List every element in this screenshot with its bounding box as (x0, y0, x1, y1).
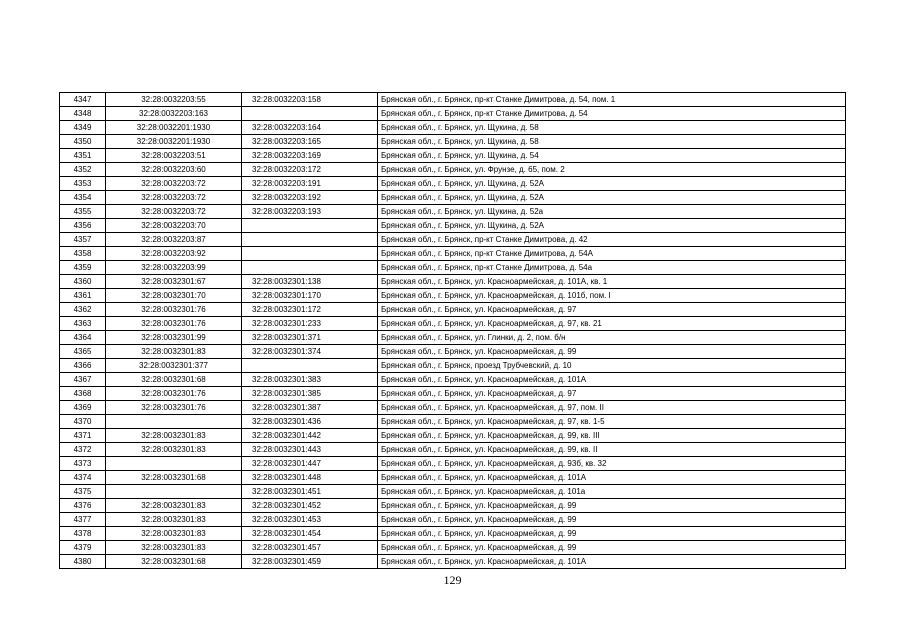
cadastral-number-cell: 32:28:0032301:83 (106, 443, 242, 457)
cadastral-number-cell: 32:28:0032203:72 (106, 205, 242, 219)
address-cell: Брянская обл., г. Брянск, ул. Щукина, д. 58 (378, 135, 846, 149)
table-row (60, 555, 846, 569)
linked-cadastral-number-cell: 32:28:0032301:448 (242, 471, 378, 485)
row-number: 4358 (60, 247, 106, 261)
address-cell: Брянская обл., г. Брянск, ул. Красноармейская, д. 101А (378, 373, 846, 387)
address-cell: Брянская обл., г. Брянск, пр-кт Станке Димитрова, д. 54а (378, 261, 846, 275)
cadastral-number-cell: 32:28:0032301:67 (106, 275, 242, 289)
cadastral-number-cell: 32:28:0032203:55 (106, 93, 242, 107)
table-row (60, 233, 846, 247)
row-number: 4357 (60, 233, 106, 247)
linked-cadastral-number-cell (242, 261, 378, 275)
table-row (60, 275, 846, 289)
linked-cadastral-number-cell: 32:28:0032301:443 (242, 443, 378, 457)
address-cell: Брянская обл., г. Брянск, ул. Щукина, д. 52а (378, 205, 846, 219)
table-row (60, 121, 846, 135)
row-number: 4379 (60, 541, 106, 555)
linked-cadastral-number-cell (242, 107, 378, 121)
table-row (60, 373, 846, 387)
table-row (60, 261, 846, 275)
linked-cadastral-number-cell: 32:28:0032203:191 (242, 177, 378, 191)
cadastral-number-cell: 32:28:0032203:60 (106, 163, 242, 177)
table-row (60, 443, 846, 457)
row-number: 4370 (60, 415, 106, 429)
address-cell: Брянская обл., г. Брянск, ул. Красноармейская, д. 97, пом. II (378, 401, 846, 415)
row-number: 4348 (60, 107, 106, 121)
cadastral-number-cell: 32:28:0032203:51 (106, 149, 242, 163)
address-cell: Брянская обл., г. Брянск, пр-кт Станке Димитрова, д. 42 (378, 233, 846, 247)
cadastral-number-cell: 32:28:0032203:72 (106, 191, 242, 205)
row-number: 4359 (60, 261, 106, 275)
cadastral-number-cell: 32:28:0032301:377 (106, 359, 242, 373)
linked-cadastral-number-cell: 32:28:0032203:193 (242, 205, 378, 219)
row-number: 4354 (60, 191, 106, 205)
address-cell: Брянская обл., г. Брянск, ул. Красноармейская, д. 99 (378, 541, 846, 555)
cadastral-number-cell (106, 485, 242, 499)
row-number: 4355 (60, 205, 106, 219)
cadastral-number-cell: 32:28:0032203:87 (106, 233, 242, 247)
linked-cadastral-number-cell: 32:28:0032301:387 (242, 401, 378, 415)
address-cell: Брянская обл., г. Брянск, проезд Трубчевский, д. 10 (378, 359, 846, 373)
linked-cadastral-number-cell: 32:28:0032203:192 (242, 191, 378, 205)
address-cell: Брянская обл., г. Брянск, ул. Красноармейская, д. 101А (378, 555, 846, 569)
row-number: 4369 (60, 401, 106, 415)
linked-cadastral-number-cell: 32:28:0032301:457 (242, 541, 378, 555)
cadastral-number-cell: 32:28:0032301:83 (106, 345, 242, 359)
row-number: 4351 (60, 149, 106, 163)
row-number: 4375 (60, 485, 106, 499)
address-cell: Брянская обл., г. Брянск, ул. Красноармейская, д. 101а (378, 485, 846, 499)
table-row (60, 359, 846, 373)
linked-cadastral-number-cell: 32:28:0032301:436 (242, 415, 378, 429)
table-row (60, 107, 846, 121)
linked-cadastral-number-cell: 32:28:0032301:138 (242, 275, 378, 289)
cadastral-number-cell: 32:28:0032301:83 (106, 541, 242, 555)
table-row (60, 415, 846, 429)
cadastral-number-cell: 32:28:0032203:92 (106, 247, 242, 261)
linked-cadastral-number-cell: 32:28:0032301:442 (242, 429, 378, 443)
cadastral-number-cell: 32:28:0032203:163 (106, 107, 242, 121)
table-body (60, 93, 846, 569)
cadastral-number-cell: 32:28:0032301:68 (106, 373, 242, 387)
table-row (60, 177, 846, 191)
address-cell: Брянская обл., г. Брянск, ул. Щукина, д. 58 (378, 121, 846, 135)
linked-cadastral-number-cell: 32:28:0032301:172 (242, 303, 378, 317)
table-row (60, 191, 846, 205)
row-number: 4374 (60, 471, 106, 485)
cadastral-table (59, 92, 846, 569)
address-cell: Брянская обл., г. Брянск, ул. Красноармейская, д. 99 (378, 513, 846, 527)
address-cell: Брянская обл., г. Брянск, ул. Красноармейская, д. 99 (378, 345, 846, 359)
linked-cadastral-number-cell: 32:28:0032203:158 (242, 93, 378, 107)
linked-cadastral-number-cell: 32:28:0032301:459 (242, 555, 378, 569)
table-row (60, 457, 846, 471)
address-cell: Брянская обл., г. Брянск, ул. Щукина, д. 54 (378, 149, 846, 163)
row-number: 4377 (60, 513, 106, 527)
cadastral-number-cell: 32:28:0032203:70 (106, 219, 242, 233)
address-cell: Брянская обл., г. Брянск, ул. Красноармейская, д. 101А, кв. 1 (378, 275, 846, 289)
cadastral-number-cell: 32:28:0032301:83 (106, 499, 242, 513)
cadastral-number-cell: 32:28:0032203:99 (106, 261, 242, 275)
cadastral-number-cell (106, 457, 242, 471)
page-number: 129 (443, 573, 462, 587)
table-row (60, 149, 846, 163)
linked-cadastral-number-cell: 32:28:0032301:383 (242, 373, 378, 387)
address-cell: Брянская обл., г. Брянск, ул. Щукина, д. 52А (378, 177, 846, 191)
table-row (60, 219, 846, 233)
row-number: 4350 (60, 135, 106, 149)
address-cell: Брянская обл., г. Брянск, ул. Щукина, д. 52А (378, 219, 846, 233)
table-row (60, 345, 846, 359)
address-cell: Брянская обл., г. Брянск, ул. Фрунзе, д. 65, пом. 2 (378, 163, 846, 177)
linked-cadastral-number-cell: 32:28:0032301:447 (242, 457, 378, 471)
address-cell: Брянская обл., г. Брянск, ул. Красноармейская, д. 99 (378, 527, 846, 541)
row-number: 4366 (60, 359, 106, 373)
linked-cadastral-number-cell (242, 247, 378, 261)
linked-cadastral-number-cell: 32:28:0032301:453 (242, 513, 378, 527)
table-row (60, 499, 846, 513)
address-cell: Брянская обл., г. Брянск, ул. Красноармейская, д. 97 (378, 303, 846, 317)
table-row (60, 513, 846, 527)
table-row (60, 471, 846, 485)
table-row (60, 317, 846, 331)
linked-cadastral-number-cell (242, 359, 378, 373)
cadastral-number-cell: 32:28:0032201:1930 (106, 121, 242, 135)
address-cell: Брянская обл., г. Брянск, пр-кт Станке Димитрова, д. 54 (378, 107, 846, 121)
row-number: 4353 (60, 177, 106, 191)
table-row (60, 331, 846, 345)
cadastral-number-cell: 32:28:0032301:76 (106, 317, 242, 331)
row-number: 4368 (60, 387, 106, 401)
linked-cadastral-number-cell: 32:28:0032203:172 (242, 163, 378, 177)
address-cell: Брянская обл., г. Брянск, ул. Красноармейская, д. 99, кв. II (378, 443, 846, 457)
row-number: 4380 (60, 555, 106, 569)
cadastral-number-cell: 32:28:0032301:83 (106, 513, 242, 527)
linked-cadastral-number-cell: 32:28:0032203:169 (242, 149, 378, 163)
row-number: 4371 (60, 429, 106, 443)
address-cell: Брянская обл., г. Брянск, ул. Красноармейская, д. 99, кв. III (378, 429, 846, 443)
linked-cadastral-number-cell: 32:28:0032301:454 (242, 527, 378, 541)
row-number: 4367 (60, 373, 106, 387)
row-number: 4378 (60, 527, 106, 541)
cadastral-number-cell (106, 415, 242, 429)
row-number: 4376 (60, 499, 106, 513)
table-row (60, 247, 846, 261)
linked-cadastral-number-cell: 32:28:0032301:451 (242, 485, 378, 499)
table-row (60, 387, 846, 401)
cadastral-number-cell: 32:28:0032301:83 (106, 527, 242, 541)
address-cell: Брянская обл., г. Брянск, ул. Красноармейская, д. 97, кв. 1-5 (378, 415, 846, 429)
linked-cadastral-number-cell: 32:28:0032203:165 (242, 135, 378, 149)
row-number: 4363 (60, 317, 106, 331)
row-number: 4373 (60, 457, 106, 471)
cadastral-number-cell: 32:28:0032301:70 (106, 289, 242, 303)
cadastral-number-cell: 32:28:0032301:99 (106, 331, 242, 345)
row-number: 4347 (60, 93, 106, 107)
linked-cadastral-number-cell: 32:28:0032301:170 (242, 289, 378, 303)
linked-cadastral-number-cell (242, 219, 378, 233)
cadastral-number-cell: 32:28:0032301:68 (106, 555, 242, 569)
row-number: 4372 (60, 443, 106, 457)
cadastral-number-cell: 32:28:0032201:1930 (106, 135, 242, 149)
table-row (60, 541, 846, 555)
row-number: 4360 (60, 275, 106, 289)
linked-cadastral-number-cell: 32:28:0032301:233 (242, 317, 378, 331)
address-cell: Брянская обл., г. Брянск, пр-кт Станке Димитрова, д. 54А (378, 247, 846, 261)
table-row (60, 485, 846, 499)
cadastral-number-cell: 32:28:0032301:68 (106, 471, 242, 485)
linked-cadastral-number-cell: 32:28:0032203:164 (242, 121, 378, 135)
address-cell: Брянская обл., г. Брянск, пр-кт Станке Димитрова, д. 54, пом. 1 (378, 93, 846, 107)
table-row (60, 401, 846, 415)
cadastral-number-cell: 32:28:0032301:76 (106, 401, 242, 415)
address-cell: Брянская обл., г. Брянск, ул. Глинки, д. 2, пом. б/н (378, 331, 846, 345)
linked-cadastral-number-cell: 32:28:0032301:371 (242, 331, 378, 345)
cadastral-number-cell: 32:28:0032301:83 (106, 429, 242, 443)
address-cell: Брянская обл., г. Брянск, ул. Щукина, д. 52А (378, 191, 846, 205)
linked-cadastral-number-cell: 32:28:0032301:452 (242, 499, 378, 513)
cadastral-number-cell: 32:28:0032203:72 (106, 177, 242, 191)
row-number: 4356 (60, 219, 106, 233)
table-row (60, 93, 846, 107)
linked-cadastral-number-cell (242, 233, 378, 247)
address-cell: Брянская обл., г. Брянск, ул. Красноармейская, д. 99 (378, 499, 846, 513)
table-row (60, 205, 846, 219)
cadastral-number-cell: 32:28:0032301:76 (106, 303, 242, 317)
address-cell: Брянская обл., г. Брянск, ул. Красноармейская, д. 101б, пом. I (378, 289, 846, 303)
table-row (60, 163, 846, 177)
row-number: 4365 (60, 345, 106, 359)
row-number: 4352 (60, 163, 106, 177)
row-number: 4364 (60, 331, 106, 345)
address-cell: Брянская обл., г. Брянск, ул. Красноармейская, д. 101А (378, 471, 846, 485)
linked-cadastral-number-cell: 32:28:0032301:374 (242, 345, 378, 359)
address-cell: Брянская обл., г. Брянск, ул. Красноармейская, д. 97 (378, 387, 846, 401)
linked-cadastral-number-cell: 32:28:0032301:385 (242, 387, 378, 401)
row-number: 4349 (60, 121, 106, 135)
table-row (60, 135, 846, 149)
address-cell: Брянская обл., г. Брянск, ул. Красноармейская, д. 97, кв. 21 (378, 317, 846, 331)
table-row (60, 429, 846, 443)
row-number: 4362 (60, 303, 106, 317)
table-row (60, 289, 846, 303)
table-row (60, 527, 846, 541)
cadastral-number-cell: 32:28:0032301:76 (106, 387, 242, 401)
row-number: 4361 (60, 289, 106, 303)
address-cell: Брянская обл., г. Брянск, ул. Красноармейская, д. 93б, кв. 32 (378, 457, 846, 471)
table-row (60, 303, 846, 317)
